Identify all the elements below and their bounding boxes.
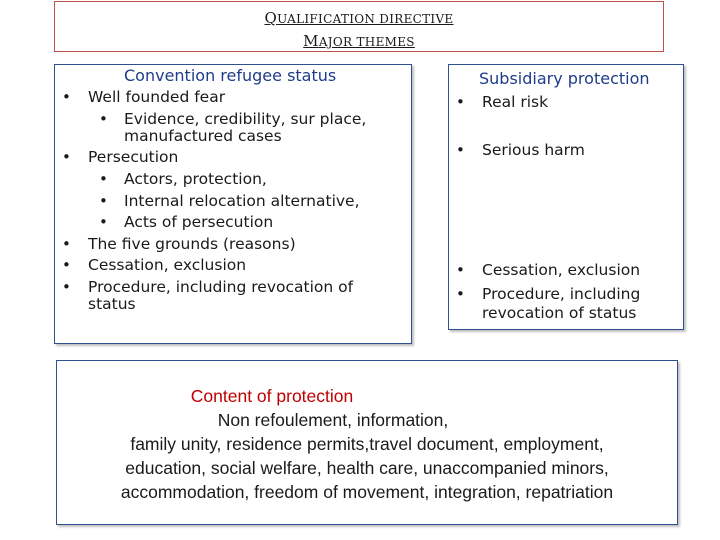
left-item-cessation: Cessation, exclusion [88,256,247,274]
content-line-3: education, social welfare, health care, unaccompanied minors, [125,458,609,478]
left-item-procedure-line-1: Procedure, including revocation of [88,278,354,296]
bullet-icon: • [99,213,108,231]
bullet-icon: • [62,235,71,253]
right-item-cessation: Cessation, exclusion [482,261,641,279]
title-line-2-initial: M [303,32,319,50]
bullet-icon: • [99,192,108,210]
bullet-icon: • [99,170,108,188]
left-item-acts: Acts of persecution [124,213,274,231]
content-line-1: Non refoulement, information, [217,410,449,430]
right-item-procedure-line-2: revocation of status [482,304,637,322]
title-line-2 [55,32,663,50]
content-line-2: family unity, residence permits,travel document, employment, [130,434,604,454]
left-item-evidence-line-1: Evidence, credibility, sur place, [124,110,367,128]
right-item-procedure-line-1: Procedure, including [482,285,641,303]
left-item-evidence-line-2: manufactured cases [124,127,282,145]
bullet-icon: • [62,148,71,166]
left-item-relocation: Internal relocation alternative, [124,192,360,210]
bullet-icon: • [456,285,465,303]
content-of-protection-box [56,360,678,525]
left-item-well-founded-fear: Well founded fear [88,88,226,106]
bullet-icon: • [456,261,465,279]
bullet-icon: • [99,110,108,128]
title-line-1-rest: UALIFICATION DIRECTIVE [277,12,454,26]
right-item-real-risk: Real risk [482,93,549,111]
content-line-4: accommodation, freedom of movement, integration, repatriation [120,482,614,502]
bullet-icon: • [456,141,465,159]
left-item-actors: Actors, protection, [124,170,267,188]
bullet-icon: • [456,93,465,111]
subsidiary-protection-heading: Subsidiary protection [479,69,650,88]
title-line-1-initial: Q [264,9,278,27]
left-item-procedure-line-2: status [88,295,136,313]
title-box [54,1,664,52]
left-item-grounds: The five grounds (reasons) [88,235,296,253]
bullet-icon: • [62,256,71,274]
bullet-icon: • [62,278,71,296]
right-item-serious-harm: Serious harm [482,141,585,159]
content-of-protection-heading: Content of protection [190,386,354,406]
left-item-persecution: Persecution [88,148,179,166]
bullet-icon: • [62,88,71,106]
convention-refugee-heading: Convention refugee status [124,66,337,85]
title-line-2-rest: AJOR THEMES [318,35,415,49]
title-line-1 [55,9,663,27]
